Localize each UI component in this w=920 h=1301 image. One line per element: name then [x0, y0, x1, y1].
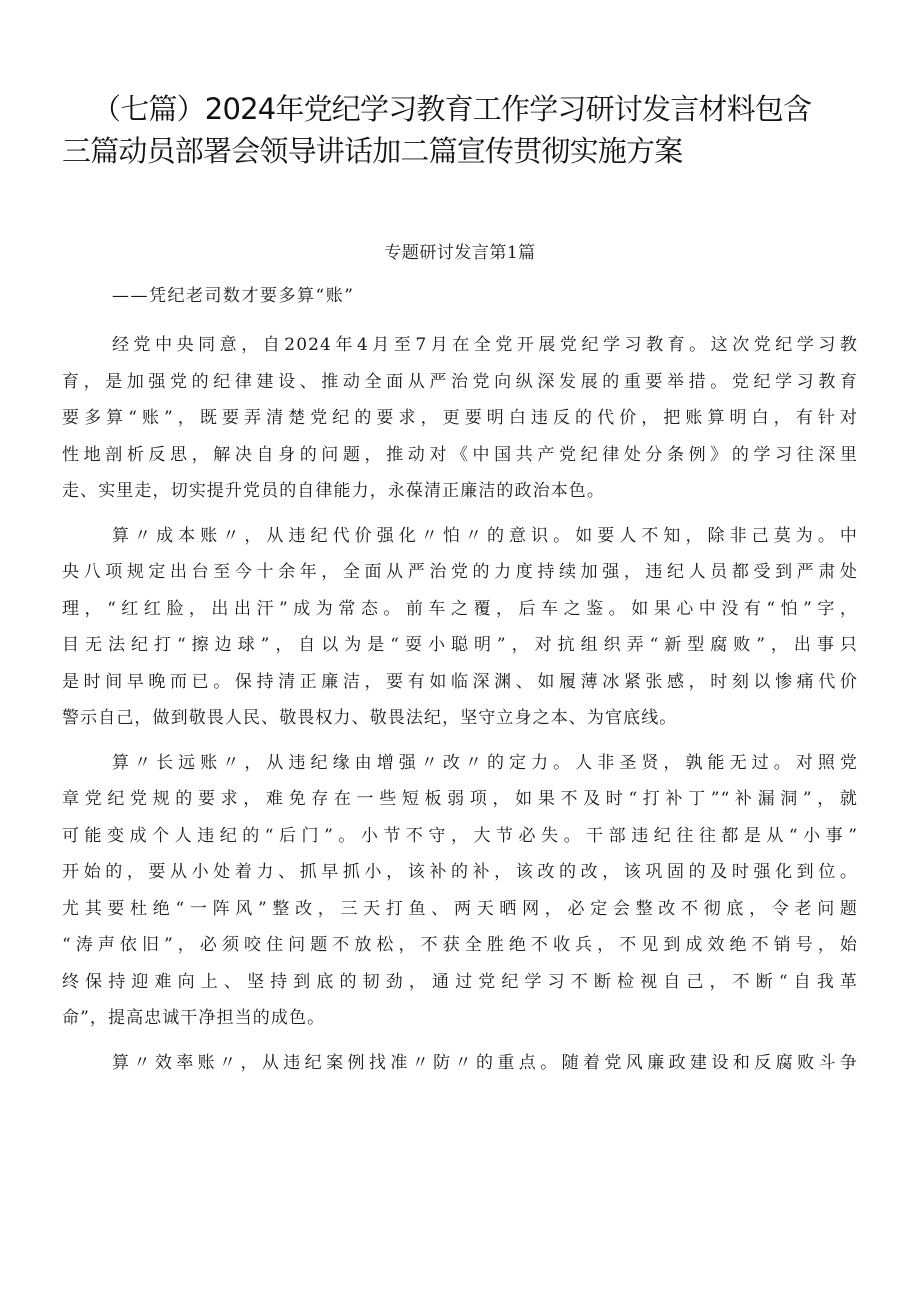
paragraph-line: 终保持迎难向上、坚持到底的韧劲，通过党纪学习不断检视自己，不断“自我革	[62, 971, 858, 992]
paragraph-4	[62, 1045, 858, 1082]
paragraph-line: 命”，提高忠诚干净担当的成色。	[62, 1008, 326, 1028]
paragraph-line: 是时间早晚而已。保持清正廉洁，要有如临深渊、如履薄冰紧张感，时刻以惨痛代价	[62, 671, 858, 692]
paragraph-1	[62, 327, 858, 510]
paragraph-line: 算〃长远账〃，从违纪缘由增强〃改〃的定力。人非圣贤，孰能无过。对照党	[112, 752, 858, 773]
paragraph-line: 可能变成个人违纪的“后门”。小节不守，大节必失。干部违纪往往都是从“小事”	[62, 825, 858, 846]
paragraph-2	[62, 518, 858, 737]
title-line-2: 三篇动员部署会领导讲话加二篇宣传贯彻实施方案	[62, 134, 683, 168]
paragraph-line: 育，是加强党的纪律建设、推动全面从严治党向纵深发展的重要举措。党纪学习教育	[62, 371, 858, 392]
title-line-1: （七篇）2024年党纪学习教育工作学习研讨发言材料包含	[92, 92, 812, 126]
paragraph-line: 警示自己，做到敬畏人民、敬畏权力、敬畏法纪，坚守立身之本、为官底线。	[62, 708, 678, 728]
paragraph-line: 性地剖析反思，解决自身的问题，推动对《中国共产党纪律处分条例》的学习往深里	[62, 444, 858, 465]
subtitle: ——凭纪老司数才要多算“账”	[112, 286, 355, 306]
section-heading: 专题研讨发言第1篇	[384, 243, 536, 263]
paragraph-line: “涛声依旧”，必须咬住问题不放松，不获全胜绝不收兵，不见到成效绝不销号，始	[62, 935, 858, 955]
paragraph-line: 尤其要杜绝“一阵风”整改，三天打鱼、两天晒网，必定会整改不彻底，令老问题	[62, 898, 858, 919]
body-text	[62, 327, 858, 1089]
paragraph-line: 章党纪党规的要求，难免存在一些短板弱项，如果不及时“打补丁”“补漏洞”，就	[62, 789, 858, 809]
paragraph-line: 走、实里走，切实提升党员的自律能力，永葆清正廉洁的政治本色。	[62, 481, 605, 501]
paragraph-line: 目无法纪打“擦边球”，自以为是“耍小聪明”，对抗组织弄“新型腐败”，出事只	[62, 635, 858, 655]
paragraph-line: 开始的，要从小处着力、抓早抓小，该补的补，该改的改，该巩固的及时强化到位。	[62, 862, 858, 882]
paragraph-line: 经党中央同意，自2024年4月至7月在全党开展党纪学习教育。这次党纪学习教	[112, 335, 858, 355]
paragraph-line: 央八项规定出台至今十余年，全面从严治党的力度持续加强，违纪人员都受到严肃处	[62, 562, 858, 582]
paragraph-3	[62, 745, 858, 1037]
paragraph-line: 算〃成本账〃，从违纪代价强化〃怕〃的意识。如要人不知，除非己莫为。中	[112, 525, 858, 546]
paragraph-line: 算〃效率账〃，从违纪案例找准〃防〃的重点。随着党风廉政建设和反腐败斗争	[112, 1052, 858, 1073]
document-title	[62, 88, 862, 172]
paragraph-line: 要多算“账”，既要弄清楚党纪的要求，更要明白违反的代价，把账算明白，有针对	[62, 408, 858, 428]
paragraph-line: 理，“红红脸，出出汗”成为常态。前车之覆，后车之鉴。如果心中没有“怕”字，	[62, 598, 858, 619]
